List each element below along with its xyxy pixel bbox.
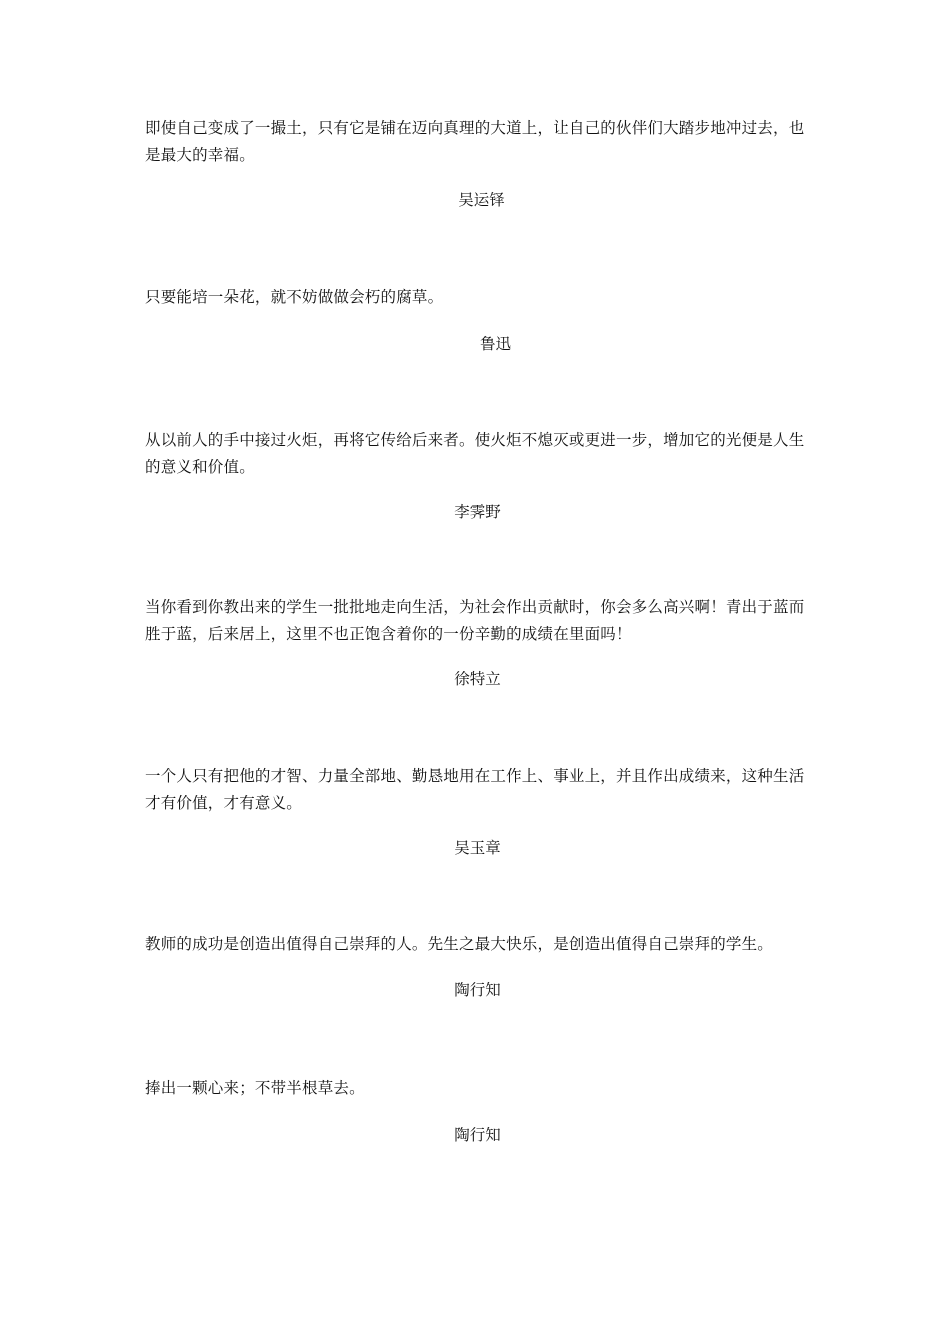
quote-text: 捧出一颗心来；不带半根草去。 [145,1079,365,1097]
quote-text: 只要能培一朵花，就不妨做做会朽的腐草。 [145,288,444,306]
quote-author: 陶行知 [454,1126,501,1144]
quote-text: 教师的成功是创造出值得自己崇拜的人。先生之最大快乐，是创造出值得自己崇拜的学生。 [145,935,774,953]
quote-text: 从以前人的手中接过火炬，再将它传给后来者。使火炬不熄灭或更进一步，增加它的光便是人生的意义和价值。 [145,431,805,476]
quote-author: 吴玉章 [454,839,501,857]
quote-author: 徐特立 [454,670,501,688]
quote-author: 李霁野 [454,503,501,521]
quote-text: 即使自己变成了一撮土，只有它是铺在迈向真理的大道上，让自己的伙伴们大踏步地冲过去，也是最大的幸福。 [145,119,805,164]
quote-text: 当你看到你教出来的学生一批批地走向生活，为社会作出贡献时，你会多么高兴啊！青出于蓝而胜于蓝，后来居上，这里不也正饱含着你的一份辛勤的成绩在里面吗！ [145,598,805,643]
quote-author: 陶行知 [454,981,501,999]
quote-author: 吴运铎 [458,191,505,209]
quote-author: 鲁迅 [479,335,511,353]
quote-text: 一个人只有把他的才智、力量全部地、勤恳地用在工作上、事业上，并且作出成绩来，这种生活才有价值，才有意义。 [145,767,805,812]
